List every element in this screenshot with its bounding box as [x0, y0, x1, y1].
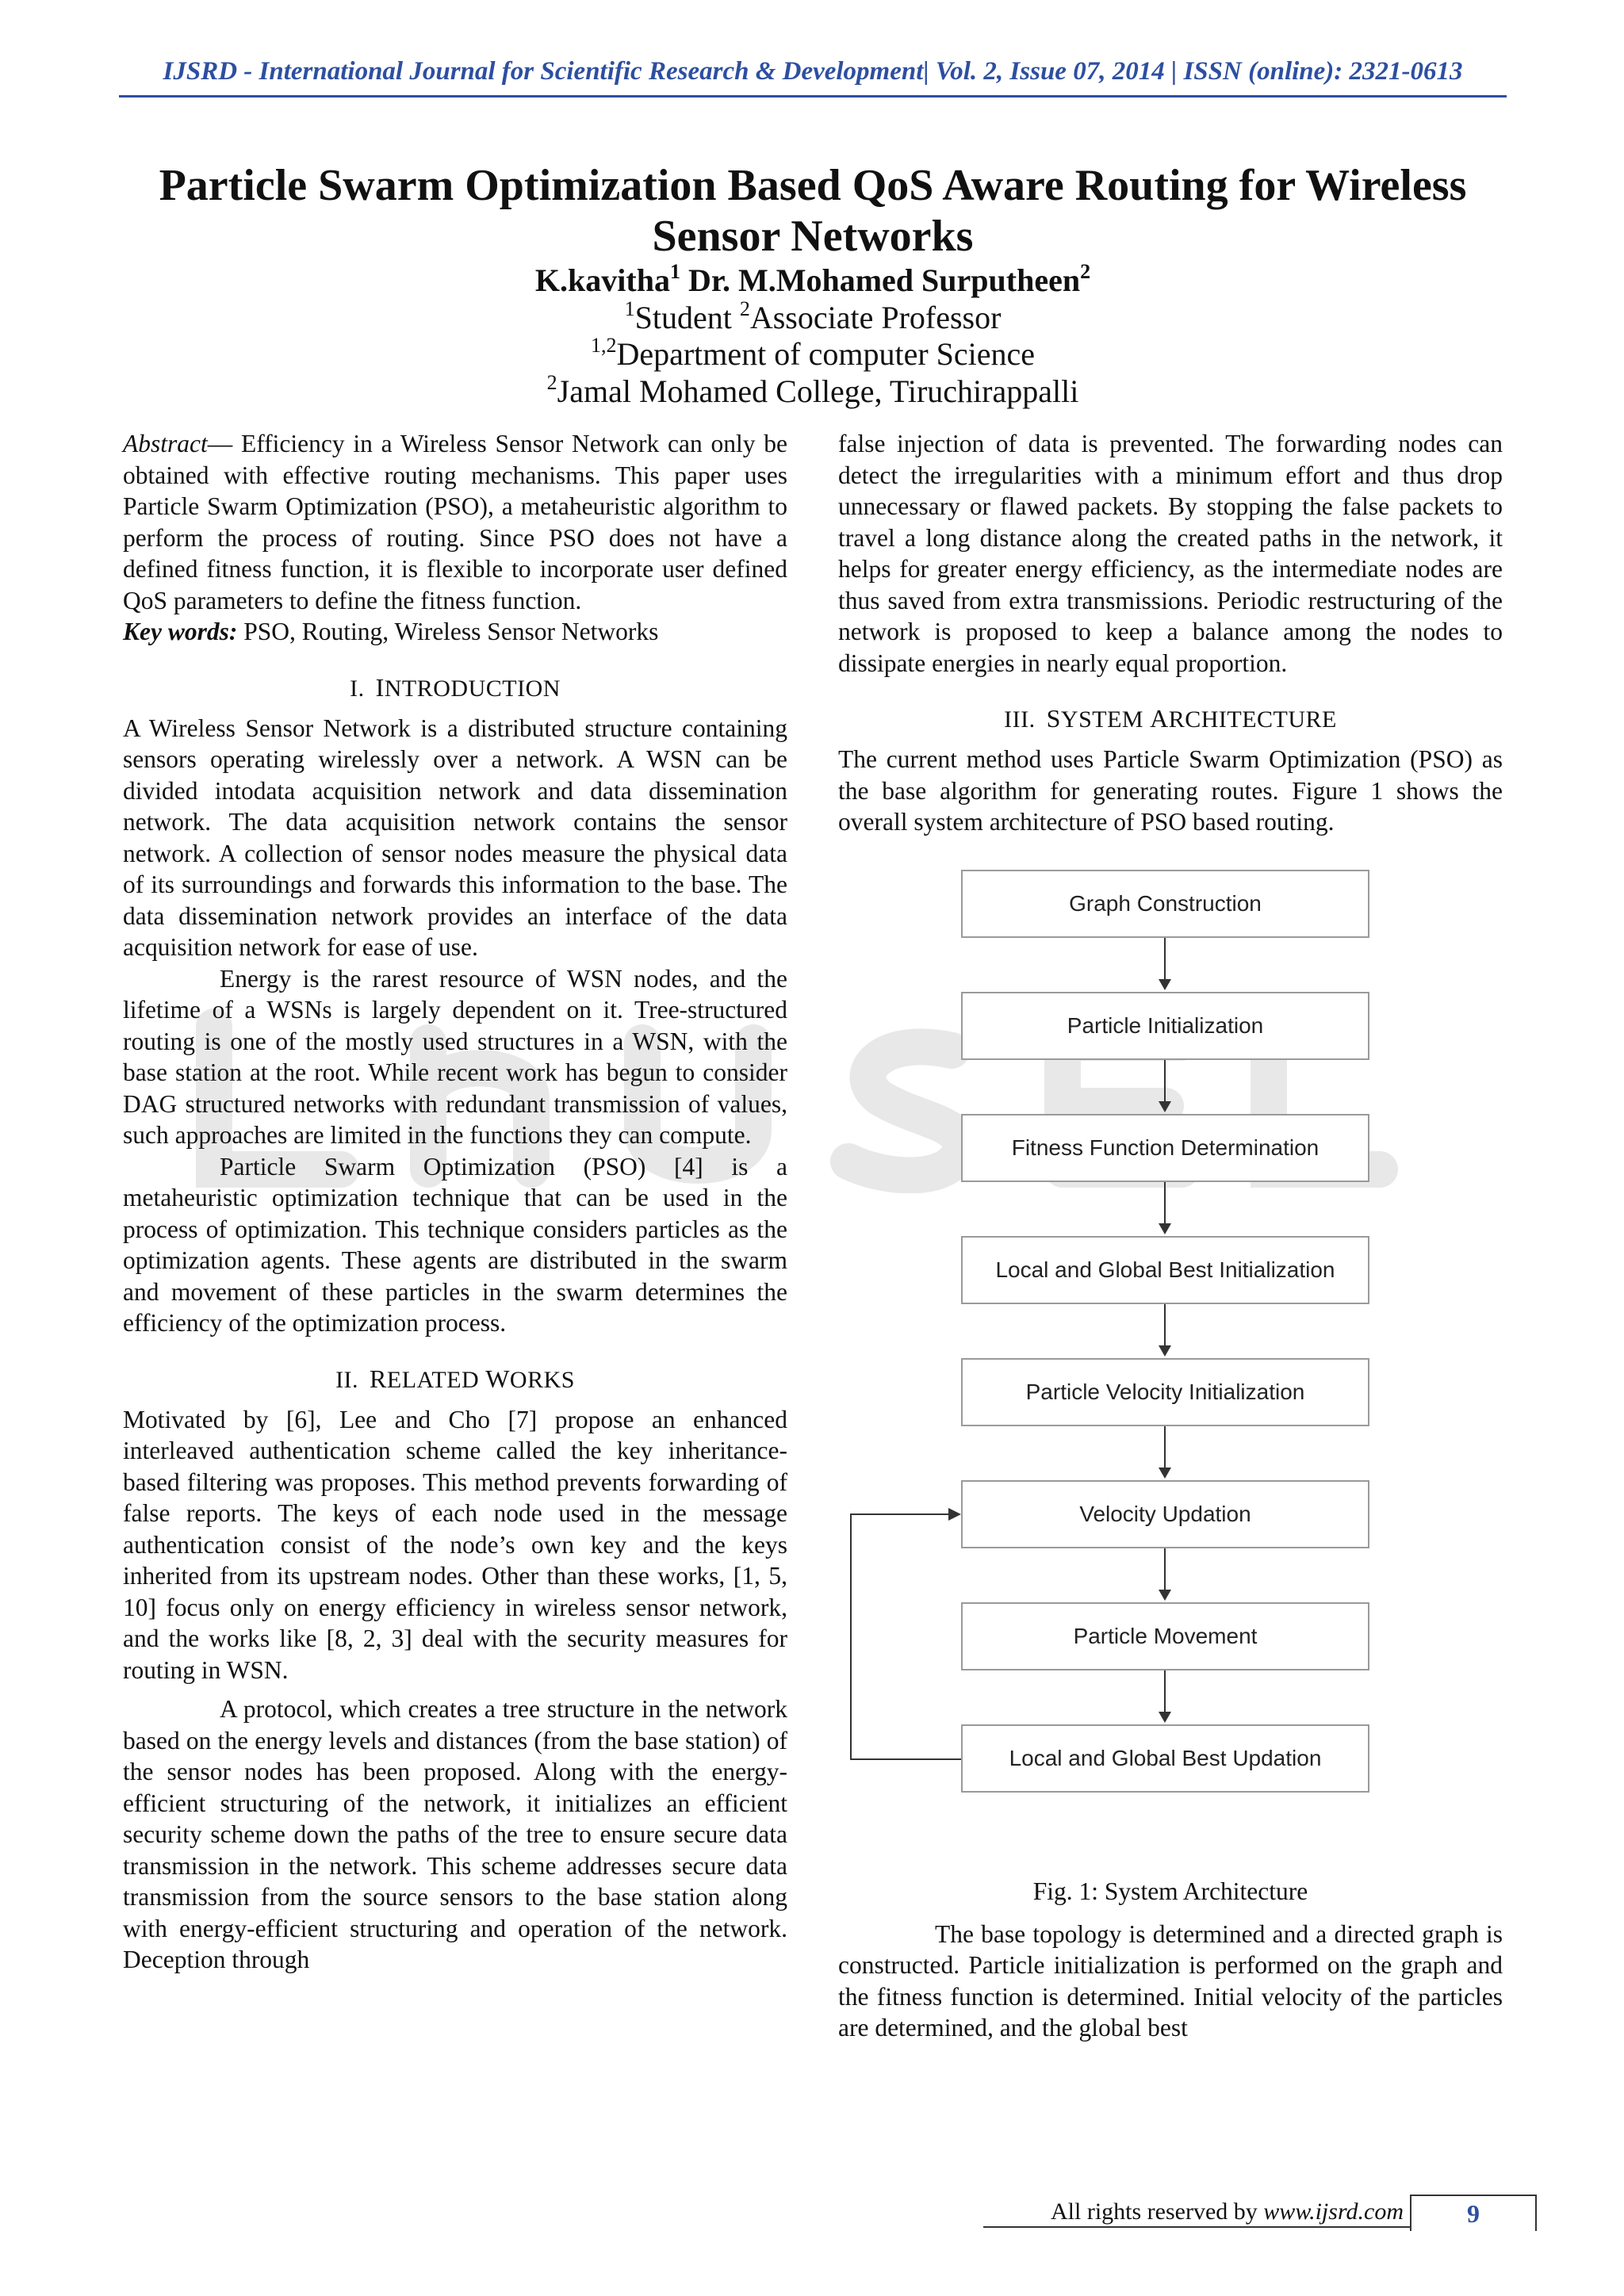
section-initial: I: [375, 672, 385, 702]
flow-step-velocity-initialization: Particle Velocity Initialization: [961, 1358, 1369, 1426]
flow-arrow: [1164, 1670, 1166, 1712]
right-column: [838, 428, 1503, 2044]
section-heading-related-works: [123, 1363, 787, 1396]
abstract-text: Efficiency in a Wireless Sensor Network can only be obtained with effective routing mechanisms. This paper uses Particle Swarm Optimization (PSO), a metaheuristic algorithm to perform the process of routing. Since PSO does not have a defined fitness function, it is flexible to incorporate user defined QoS parameters to define the fitness function.: [123, 430, 787, 614]
footer-site-link[interactable]: www.ijsrd.com: [1263, 2198, 1404, 2225]
abstract-label: Abstract: [123, 430, 208, 457]
keywords-text: PSO, Routing, Wireless Sensor Networks: [237, 618, 659, 645]
flow-arrowhead-icon: [1159, 1712, 1171, 1723]
loop-arrowhead-icon: [948, 1508, 961, 1521]
college: [119, 370, 1507, 411]
section-rest: YSTEM: [1060, 706, 1151, 733]
page-number: 9: [1410, 2195, 1537, 2231]
section-heading-introduction: [123, 672, 787, 705]
dept-name: Department of computer Science: [616, 336, 1036, 372]
section-num: I.: [350, 675, 365, 702]
intro-paragraph-1: A Wireless Sensor Network is a distributed structure containing sensors operating wirelessly over a network. A WSN can be divided intodata acquisition network and data dissemination network. The data acquisition network contains the sensor network. A collection of sensor nodes measure the physical data of its surroundings and forwards this information to the base. The data dissemination network provides an interface of the data acquisition network for ease of use.: [123, 714, 787, 961]
flow-step-particle-initialization: Particle Initialization: [961, 992, 1369, 1060]
paper-title: [119, 160, 1507, 262]
flow-step-best-updation: Local and Global Best Updation: [961, 1724, 1369, 1793]
section-initial: A: [1150, 704, 1169, 733]
flow-step-velocity-updation: Velocity Updation: [961, 1480, 1369, 1548]
flow-step-particle-movement: Particle Movement: [961, 1602, 1369, 1670]
flow-arrow: [1164, 1548, 1166, 1590]
section-initial: W: [485, 1364, 510, 1393]
author-1-sup: 1: [669, 259, 680, 283]
dept-sup: 1,2: [590, 333, 617, 357]
flow-step-graph-construction: Graph Construction: [961, 870, 1369, 938]
related-paragraph-1: Motivated by [6], Lee and Cho [7] propose an enhanced interleaved authentication scheme called the key inheritance-based filtering was proposes. This method prevents forwarding of false reports. The keys of each node used in the message authentication consist of the node’s own key and the keys inherited from its upstream nodes. Other than these works, [1, 5, 10] focus only on energy efficiency in wireless sensor network, and the works like [8, 2, 3] deal with the security measures for routing in WSN.: [123, 1405, 787, 1684]
college-name: Jamal Mohamed College, Tiruchirappalli: [557, 373, 1079, 409]
left-column: [123, 428, 787, 1976]
flow-arrowhead-icon: [1159, 979, 1171, 990]
footer-rights: [936, 2196, 1404, 2228]
abstract-dash: —: [207, 430, 233, 457]
system-architecture-flowchart: [838, 870, 1503, 1857]
running-header: IJSRD - International Journal for Scientific Research & Development| Vol. 2, Issue 07, 2014 | ISSN (online): 2321-0613: [163, 57, 1463, 86]
related-paragraph-2-continued: false injection of data is prevented. The forwarding nodes can detect the irregularities with a minimum effort and thus drop unnecessary or flawed packets. By stopping the false packets to travel a long distance along the created paths in the network, it helps for greater energy efficiency, as the intermediate nodes are thus saved from extra transmissions. Periodic restructuring of the network is proposed to keep a balance among the nodes to dissipate energies in nearly equal proportion.: [838, 430, 1503, 677]
department: [119, 335, 1507, 373]
section-num: III.: [1004, 706, 1036, 733]
arch-paragraph-1: The current method uses Particle Swarm Optimization (PSO) as the base algorithm for generating routes. Figure 1 shows the overall system architecture of PSO based routing.: [838, 745, 1503, 836]
flow-step-best-initialization: Local and Global Best Initialization: [961, 1236, 1369, 1304]
author-2: Dr. M.Mohamed Surputheen: [688, 262, 1081, 298]
section-rest: RCHITECTURE: [1168, 706, 1337, 733]
role-1: Student: [634, 300, 740, 335]
author-roles: [119, 299, 1507, 337]
abstract: [123, 428, 787, 616]
flow-arrow: [1164, 1182, 1166, 1223]
related-paragraph-2: A protocol, which creates a tree structure in the network based on the energy levels and distances (from the base station) of the sensor nodes has been proposed. Along with the energy-efficient structuring of the network, it initializes an efficient security scheme down the paths of the tree to ensure secure data transmission in the network. This scheme addresses secure data transmission from the source sensors to the base station along with energy-efficient structuring and operation of the network. Deception through: [123, 1695, 787, 1973]
section-initial: R: [370, 1364, 387, 1393]
section-rest: NTRODUCTION: [384, 675, 561, 702]
footer-rule: [983, 2226, 1410, 2228]
arch-paragraph-2: The base topology is determined and a directed graph is constructed. Particle initialization is performed on the graph and the fitness function is determined. Initial velocity of the particles are determined, and the global best: [838, 1919, 1503, 2042]
role-sup-1: 1: [624, 297, 635, 320]
section-initial: S: [1046, 704, 1061, 733]
loop-line-top: [850, 1513, 950, 1515]
footer-rights-text: All rights reserved by: [1051, 2198, 1264, 2225]
keywords: [123, 616, 787, 648]
section-rest: ORKS: [509, 1366, 575, 1393]
flow-arrow: [1164, 1304, 1166, 1345]
college-sup: 2: [546, 370, 557, 394]
flow-arrowhead-icon: [1159, 1345, 1171, 1357]
role-sup-2: 2: [739, 297, 750, 320]
flow-step-fitness-function: Fitness Function Determination: [961, 1114, 1369, 1182]
intro-paragraph-3: Particle Swarm Optimization (PSO) [4] is a metaheuristic optimization technique that can be used in the process of optimization. This technique considers particles as the optimization agents. These agents are distributed in the swarm and movement of these particles in the swarm determines the efficiency of the optimization process.: [123, 1152, 787, 1337]
flow-arrow: [1164, 1426, 1166, 1468]
header-rule: [119, 95, 1507, 98]
author-2-sup: 2: [1080, 259, 1091, 283]
flow-arrowhead-icon: [1159, 1468, 1171, 1479]
title-line-1: Particle Swarm Optimization Based QoS Aware Routing for Wireless: [159, 161, 1467, 210]
section-rest: ELATED: [386, 1366, 486, 1393]
keywords-label: Key words:: [123, 618, 238, 645]
author-1: K.kavitha: [534, 262, 670, 298]
role-2: Associate Professor: [749, 300, 1002, 335]
flow-arrowhead-icon: [1159, 1590, 1171, 1601]
flow-arrow: [1164, 938, 1166, 979]
intro-paragraph-2: Energy is the rarest resource of WSN nodes, and the lifetime of a WSNs is largely dependent on it. Tree-structured routing is one of the mostly used structures in a WSN, with the base station at the root. While recent work has begun to consider DAG structured networks with redundant transmission of values, such approaches are limited in the functions they can compute.: [123, 964, 787, 1149]
loop-line-vertical: [850, 1513, 852, 1760]
author-line: [119, 259, 1507, 300]
section-heading-system-architecture: [838, 702, 1503, 736]
flow-arrowhead-icon: [1159, 1101, 1171, 1112]
flow-arrowhead-icon: [1159, 1223, 1171, 1234]
figure-caption: Fig. 1: System Architecture: [1032, 1877, 1308, 1905]
section-num: II.: [335, 1366, 359, 1393]
loop-line-bottom: [850, 1758, 961, 1760]
flow-arrow: [1164, 1060, 1166, 1101]
title-line-2: Sensor Networks: [652, 212, 974, 261]
